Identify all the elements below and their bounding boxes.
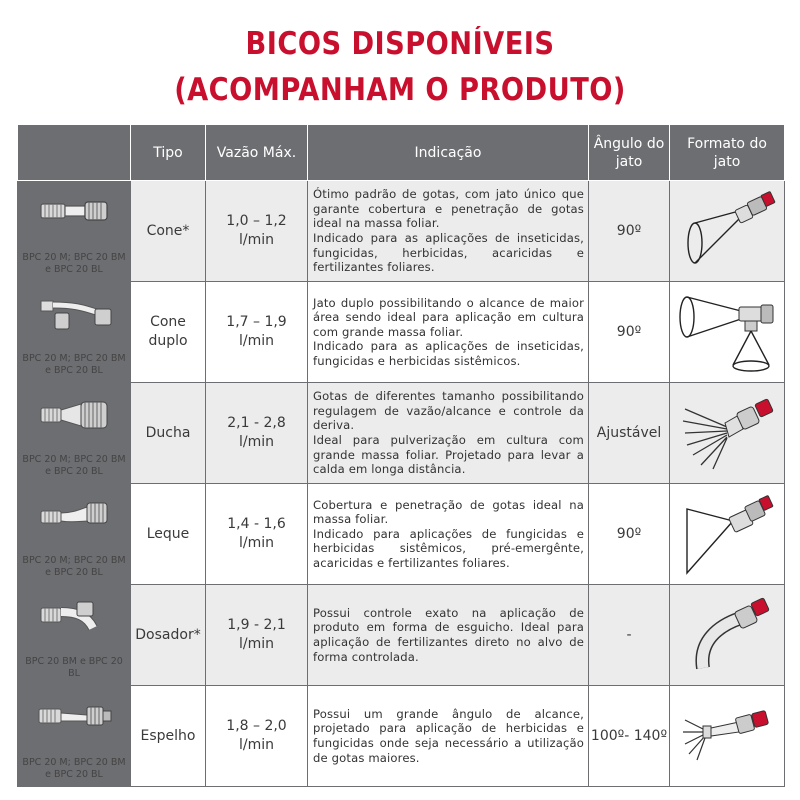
indicacao-cell (308, 484, 589, 585)
header-vazao: Vazão Máx. (206, 125, 308, 181)
vazao-cell: 1,0 – 1,2 l/min (206, 181, 308, 282)
header-indicacao: Indicação (308, 125, 589, 181)
formato-cell (670, 282, 785, 383)
cone-jet-icon (677, 191, 777, 271)
indicacao-text: Indicado para as aplicações de inseticidas, fungicidas e herbicidas sistêmicos. (313, 339, 584, 368)
indicacao-cell (308, 585, 589, 686)
compatible-models: BPC 20 M; BPC 20 BM e BPC 20 BL (22, 353, 126, 376)
angulo-cell: 90º (589, 484, 670, 585)
angulo-cell: 90º (589, 282, 670, 383)
formato-cell (670, 585, 785, 686)
nozzle-cell (18, 181, 131, 282)
table-header-row (18, 125, 785, 181)
angulo-cell: - (589, 585, 670, 686)
compatible-models: BPC 20 M; BPC 20 BM e BPC 20 BL (22, 757, 126, 780)
indicacao-text: Ótimo padrão de gotas, com jato único que garante cobertura e penetração de gotas ideal na massa foliar. (313, 187, 584, 231)
fan-jet-icon (677, 491, 777, 577)
table-row (18, 181, 785, 282)
nozzle-cell (18, 383, 131, 484)
doser-nozzle-icon (37, 598, 115, 638)
angulo-cell: 100º- 140º (589, 686, 670, 787)
tipo-cell: Dosador* (131, 585, 206, 686)
header-formato: Formato do jato (670, 125, 785, 181)
double-cone-jet-icon (673, 287, 781, 377)
angulo-cell: Ajustável (589, 383, 670, 484)
table-row (18, 282, 785, 383)
vazao-cell: 1,8 – 2,0 l/min (206, 686, 308, 787)
doser-jet-icon (677, 592, 777, 678)
formato-cell (670, 383, 785, 484)
header-tipo: Tipo (131, 125, 206, 181)
tipo-cell: Leque (131, 484, 206, 585)
indicacao-text: Possui um grande ângulo de alcance, projetado para aplicação de herbicidas e fungicidas onde seja necessário a utilização de gotas maiores. (313, 706, 584, 765)
table-row (18, 383, 785, 484)
shower-jet-icon (677, 393, 777, 473)
indicacao-text: Gotas de diferentes tamanho possibilitando regulagem de vazão/alcance e controle da deriva. (313, 389, 584, 433)
indicacao-text: Possui controle exato na aplicação de produto em forma de esguicho. Ideal para aplicação de fertilizantes direto no alvo de forma controlada. (313, 605, 584, 664)
indicacao-text: Indicado para aplicações de fungicidas e herbicidas sistêmicos, pré-emergênte, acaricidas e fertilizantes foliares. (313, 526, 584, 570)
indicacao-text: Ideal para pulverização em cultura com grande massa foliar. Projetado para levar a calda em longa distância. (313, 433, 584, 477)
compatible-models: BPC 20 M; BPC 20 BM e BPC 20 BL (22, 454, 126, 477)
fan-nozzle-icon (37, 497, 115, 533)
table-row (18, 686, 785, 787)
table-row (18, 484, 785, 585)
cone-nozzle-icon (37, 194, 115, 230)
formato-cell (670, 686, 785, 787)
mirror-nozzle-icon (37, 699, 115, 735)
vazao-cell: 1,9 - 2,1 l/min (206, 585, 308, 686)
mirror-jet-icon (677, 696, 777, 776)
indicacao-text: Jato duplo possibilitando o alcance de maior área sendo ideal para aplicação em cultura com grande massa foliar. (313, 295, 584, 339)
shower-nozzle-icon (37, 396, 115, 434)
indicacao-cell (308, 686, 589, 787)
formato-cell (670, 181, 785, 282)
nozzle-cell (18, 484, 131, 585)
page-title-line2: (ACOMPANHAM O PRODUTO) (174, 72, 626, 108)
tipo-cell: Cone duplo (131, 282, 206, 383)
nozzle-cell (18, 282, 131, 383)
page-title-line1: BICOS DISPONÍVEIS (245, 26, 555, 62)
header-image (18, 125, 131, 181)
compatible-models: BPC 20 BM e BPC 20 BL (25, 656, 123, 679)
nozzle-table (17, 124, 785, 787)
tipo-cell: Espelho (131, 686, 206, 787)
tipo-cell: Ducha (131, 383, 206, 484)
nozzle-cell (18, 686, 131, 787)
angulo-cell: 90º (589, 181, 670, 282)
indicacao-text: Cobertura e penetração de gotas ideal na massa foliar. (313, 497, 584, 527)
indicacao-cell (308, 181, 589, 282)
compatible-models: BPC 20 M; BPC 20 BM e BPC 20 BL (22, 555, 126, 578)
formato-cell (670, 484, 785, 585)
header-angulo: Ângulo do jato (589, 125, 670, 181)
table-row (18, 585, 785, 686)
indicacao-cell (308, 282, 589, 383)
double-cone-nozzle-icon (37, 295, 115, 335)
vazao-cell: 1,7 – 1,9 l/min (206, 282, 308, 383)
compatible-models: BPC 20 M; BPC 20 BM e BPC 20 BL (22, 252, 126, 275)
vazao-cell: 1,4 - 1,6 l/min (206, 484, 308, 585)
indicacao-text: Indicado para as aplicações de inseticidas, fungicidas, herbicidas, acaricidas e fertilizantes foliares. (313, 231, 584, 275)
indicacao-cell (308, 383, 589, 484)
tipo-cell: Cone* (131, 181, 206, 282)
nozzle-cell (18, 585, 131, 686)
vazao-cell: 2,1 - 2,8 l/min (206, 383, 308, 484)
